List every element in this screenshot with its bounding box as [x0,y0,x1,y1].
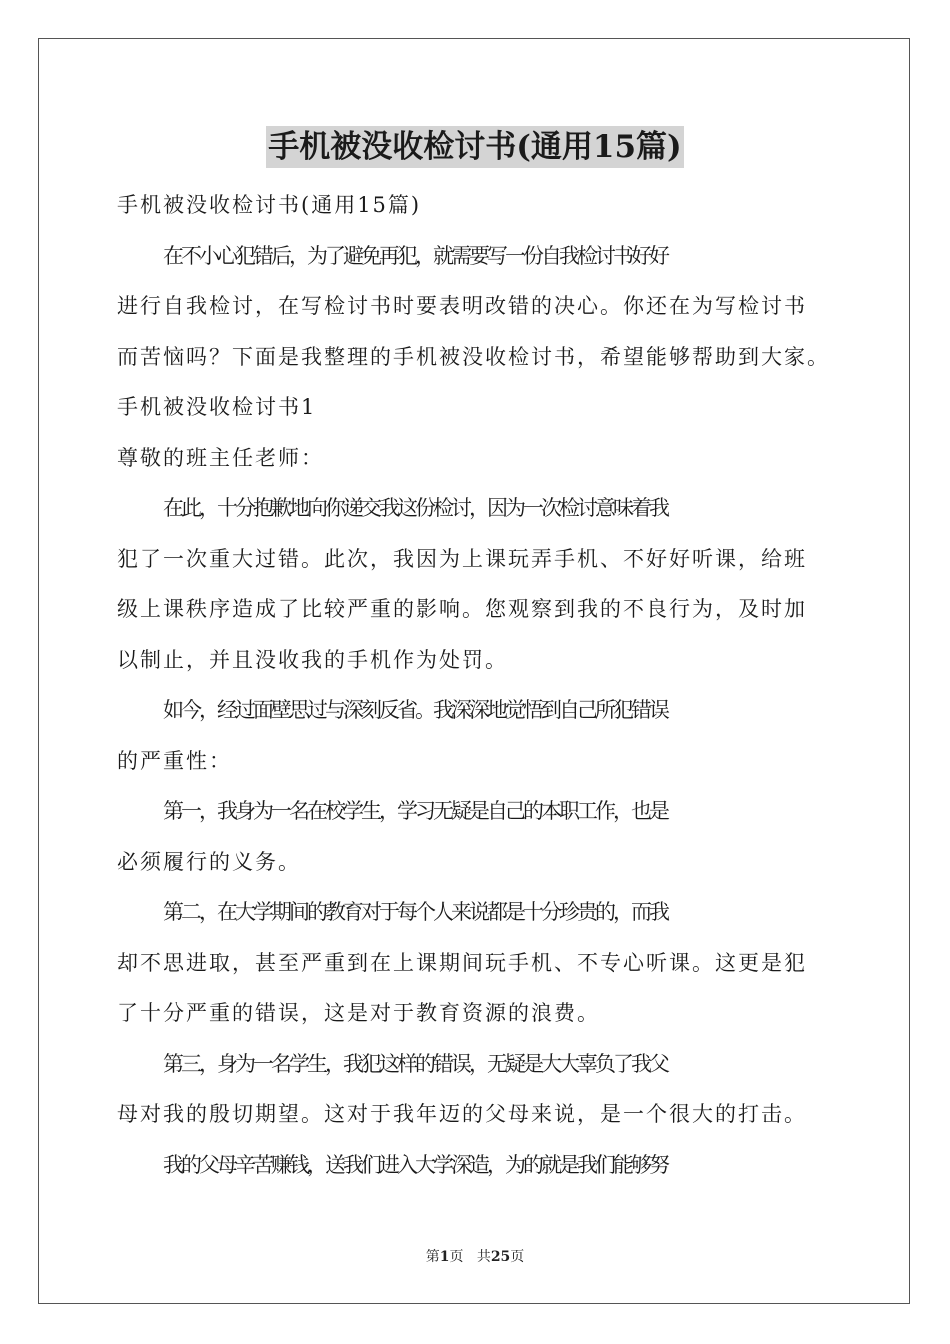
text-line: 犯了一次重大过错。此次，我因为上课玩弄手机、不好好听课，给班 [117,546,807,571]
text-line: 进行自我检讨，在写检讨书时要表明改错的决心。你还在为写检讨书 [117,294,807,318]
text-line: 以制止，并且没收我的手机作为处罚。 [117,647,508,672]
text-line: 而苦恼吗？下面是我整理的手机被没收检讨书，希望能够帮助到大家。 [117,344,830,369]
total-suffix: 页 [510,1249,525,1265]
text-line: 的严重性： [117,748,232,773]
page-footer [0,1246,950,1266]
text-line: 在此，十分抱歉地向你递交我这份检讨，因为一次检讨意味着我 [163,496,667,520]
text-line: 第三，身为一名学生，我犯这样的错误，无疑是大大辜负了我父 [163,1051,667,1076]
text-line: 尊敬的班主任老师： [117,445,324,470]
total-pages: 25 [490,1249,511,1265]
text-line: 必须履行的义务。 [117,849,301,874]
text-line: 了十分严重的错误，这是对于教育资源的浪费。 [117,1001,600,1025]
text-line: 我的父母辛苦赚钱，送我们进入大学深造，为的就是我们能够努 [163,1152,667,1177]
page-number: 1 [439,1249,450,1265]
text-line: 却不思进取，甚至严重到在上课期间玩手机、不专心听课。这更是犯 [117,950,807,975]
text-line: 手机被没收检讨书1 [117,395,317,419]
title-container [0,126,950,168]
text-line: 在不小心犯错后，为了避免再犯，就需要写一份自我检讨书好好 [163,243,667,268]
page-prefix: 第 [425,1249,440,1265]
page-suffix: 页 [449,1249,464,1265]
total-prefix: 共 [476,1249,491,1265]
text-line: 第一，我身为一名在校学生，学习无疑是自己的本职工作，也是 [163,799,667,823]
document-title: 手机被没收检讨书(通用15篇) [266,126,683,168]
text-line: 如今，经过面壁思过与深刻反省。我深深地觉悟到自己所犯错误 [163,698,667,722]
document-body [117,180,837,1190]
text-line: 第二，在大学期间的教育对于每个人来说都是十分珍贵的，而我 [163,900,667,924]
text-line: 级上课秩序造成了比较严重的影响。您观察到我的不良行为，及时加 [117,597,807,621]
text-line: 手机被没收检讨书(通用15篇) [117,193,422,217]
text-line: 母对我的殷切期望。这对于我年迈的父母来说，是一个很大的打击。 [117,1102,807,1126]
